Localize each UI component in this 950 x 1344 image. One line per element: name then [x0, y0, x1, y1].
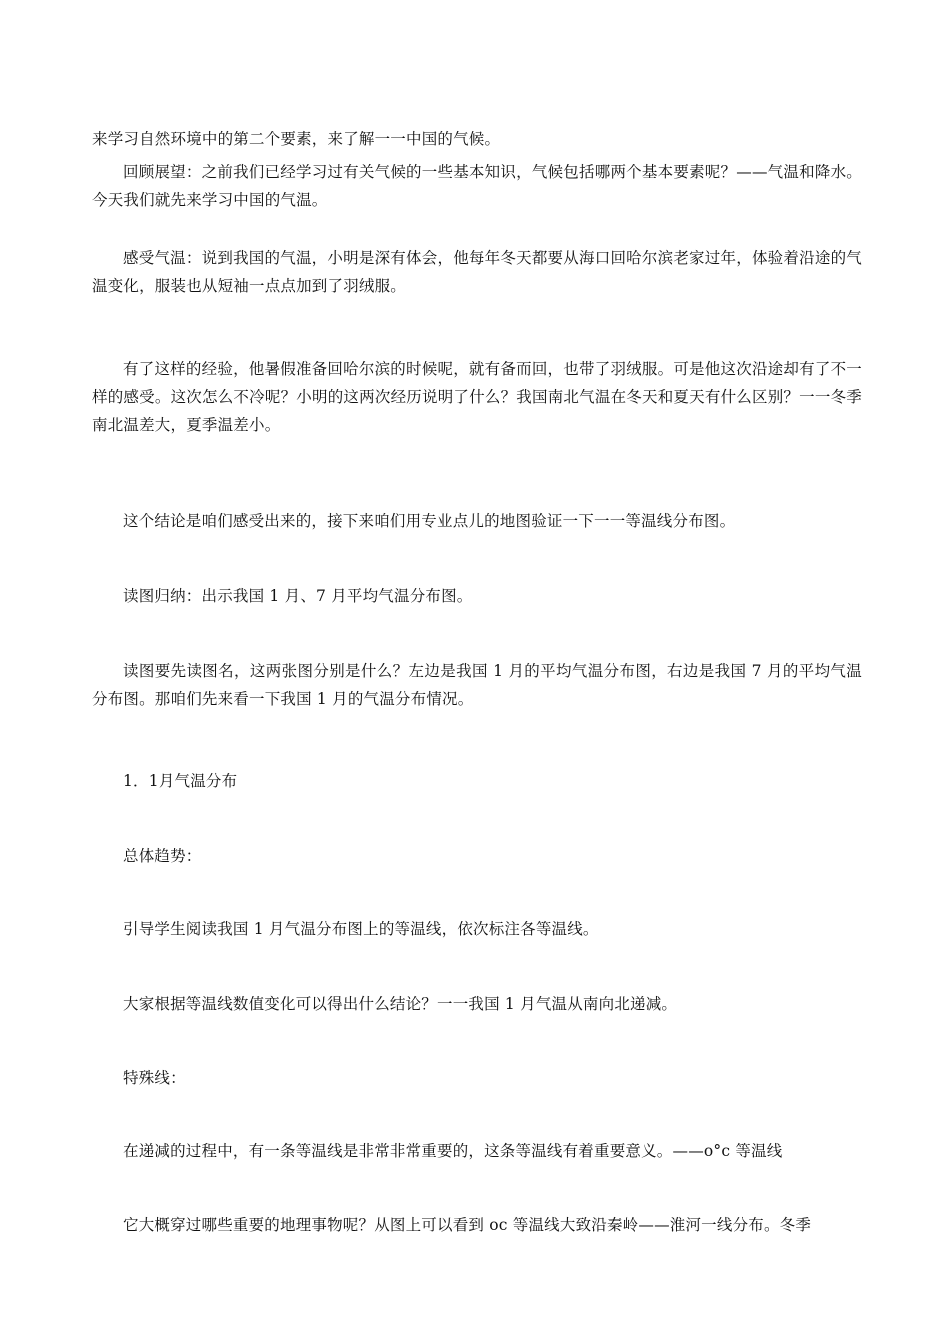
paragraph-qinling-huaihe: 它大概穿过哪些重要的地理事物呢？从图上可以看到 oc 等温线大致沿秦岭——淮河一线分布。冬季 — [123, 1216, 812, 1234]
section-heading-january: 1．1月气温分布 — [123, 772, 238, 790]
paragraph-read-map: 读图归纳：出示我国 1 月、7 月平均气温分布图。 — [123, 587, 473, 605]
paragraph-intro: 来学习自然环境中的第二个要素，来了解一一中国的气候。 — [92, 130, 501, 148]
paragraph-experience: 有了这样的经验，他暑假准备回哈尔滨的时候呢，就有备而回，也带了羽绒服。可是他这次沿途却有了不一样的感受。这次怎么不冷呢？小明的这两次经历说明了什么？我国南北气温在冬天和夏天有什么区别？一一冬季南北温差大，夏季温差小。 — [92, 360, 862, 434]
paragraph-feel-temperature: 感受气温：说到我国的气温，小明是深有体会，他每年冬天都要从海口回哈尔滨老家过年，体验着沿途的气温变化，服装也从短袖一点点加到了羽绒服。 — [92, 249, 862, 295]
paragraph-review: 回顾展望：之前我们已经学习过有关气候的一些基本知识，气候包括哪两个基本要素呢？——气温和降水。今天我们就先来学习中国的气温。 — [92, 163, 862, 209]
paragraph-map-names: 读图要先读图名，这两张图分别是什么？左边是我国 1 月的平均气温分布图，右边是我国 7 月的平均气温分布图。那咱们先来看一下我国 1 月的气温分布情况。 — [92, 662, 862, 708]
paragraph-conclusion: 这个结论是咱们感受出来的，接下来咱们用专业点儿的地图验证一下一一等温线分布图。 — [123, 512, 736, 530]
paragraph-zero-isotherm: 在递减的过程中，有一条等温线是非常非常重要的，这条等温线有着重要意义。——o°c 等温线 — [123, 1142, 783, 1160]
paragraph-isotherm-conclusion: 大家根据等温线数值变化可以得出什么结论？一一我国 1 月气温从南向北递减。 — [123, 995, 678, 1013]
paragraph-guide-students: 引导学生阅读我国 1 月气温分布图上的等温线，依次标注各等温线。 — [123, 920, 599, 938]
subheading-special-line: 特殊线： — [123, 1069, 186, 1087]
subheading-overall-trend: 总体趋势： — [123, 847, 202, 865]
